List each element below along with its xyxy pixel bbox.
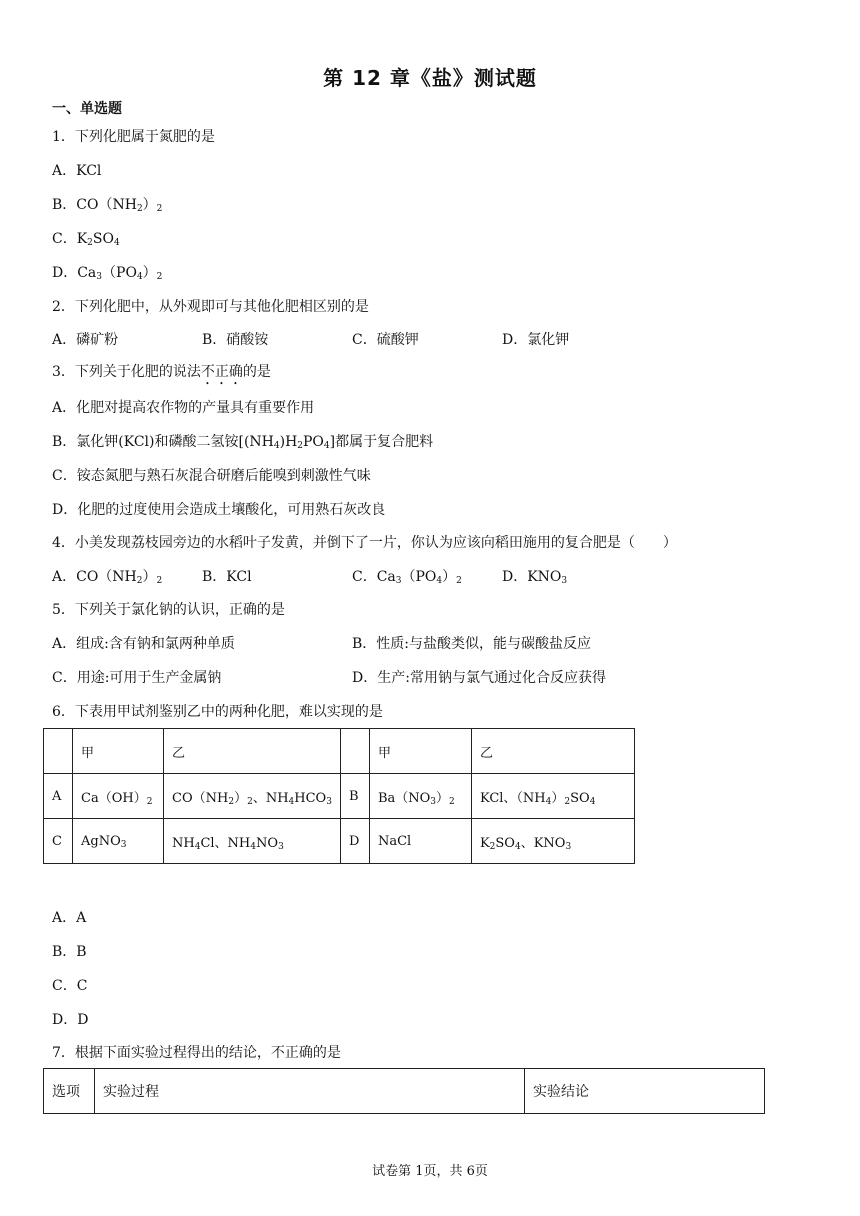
question-3-stem: 3．下列关于化肥的说法不正确的是 (52, 364, 271, 380)
table-cell: C (44, 819, 73, 864)
question-2-option-d: D．氯化钾 (502, 332, 570, 348)
table-row (44, 819, 635, 864)
question-4-stem: 4．小美发现荔枝园旁边的水稻叶子发黄，并倒下了一片，你认为应该向稻田施用的复合肥是（ ） (52, 535, 677, 551)
table-row (44, 1069, 765, 1114)
table-row (44, 774, 635, 819)
table-cell: 实验过程 (95, 1069, 525, 1114)
page-title: 第 12 章《盐》测试题 (323, 66, 537, 90)
question-1-option-a: A．KCl (52, 163, 102, 179)
table-cell: D (340, 819, 369, 864)
question-6-option-d: D．D (52, 1012, 89, 1028)
table-cell (340, 729, 369, 774)
question-4-option-a: A．$CO(NH_2)_2$ (52, 569, 163, 586)
question-5-option-c: C．用途:可用于生产金属钠 (52, 670, 222, 686)
table-cell: $Ba(NO_3)_2$ (369, 774, 471, 819)
question-7-stem: 7．根据下面实验过程得出的结论，不正确的是 (52, 1045, 341, 1061)
table-cell: B (340, 774, 369, 819)
question-6-option-c: C．C (52, 978, 88, 994)
question-3-option-c: C．铵态氮肥与熟石灰混合研磨后能嗅到刺激性气味 (52, 468, 371, 484)
question-6-stem: 6．下表用甲试剂鉴别乙中的两种化肥，难以实现的是 (52, 704, 383, 720)
question-3-option-d: D．化肥的过度使用会造成土壤酸化，可用熟石灰改良 (52, 502, 386, 518)
question-4-option-c: C．$Ca_3(PO_4)_2$ (352, 569, 462, 586)
question-2-option-b: B．硝酸铵 (202, 332, 269, 348)
table-cell: A (44, 774, 73, 819)
table-cell: KCl、$(NH_4)_2SO_4$ (471, 774, 634, 819)
question-1-stem: 1．下列化肥属于氮肥的是 (52, 129, 215, 145)
table-cell: $NH_4Cl$、$NH_4NO_3$ (164, 819, 341, 864)
question-5-option-b: B．性质:与盐酸类似，能与碳酸盐反应 (352, 636, 592, 652)
table-cell: NaCl (369, 819, 471, 864)
table-cell: 乙 (471, 729, 634, 774)
question-1-option-d: D．$Ca_3(PO_4)_2$ (52, 265, 163, 282)
question-2-option-c: C．硫酸钾 (352, 332, 419, 348)
emphasis-not-correct: 不正确 (200, 364, 243, 380)
table-cell: $Ca(OH)_2$ (73, 774, 164, 819)
page-footer: 试卷第 1页，共 6页 (372, 1164, 488, 1179)
question-4-option-d: D．$KNO_3$ (502, 569, 568, 586)
question-3-option-a: A．化肥对提高农作物的产量具有重要作用 (52, 400, 315, 416)
question-6-table (43, 728, 635, 864)
table-cell: 选项 (44, 1069, 95, 1114)
table-cell: 甲 (369, 729, 471, 774)
question-1-option-b: B．$CO(NH_2)_2$ (52, 197, 163, 214)
question-5-stem: 5．下列关于氯化钠的认识，正确的是 (52, 602, 285, 618)
table-row (44, 729, 635, 774)
section-heading: 一、单选题 (52, 101, 122, 117)
table-cell: $K_2SO_4$、$KNO_3$ (471, 819, 634, 864)
question-6-option-a: A．A (52, 910, 87, 926)
question-7-table (43, 1068, 765, 1114)
table-cell: 实验结论 (525, 1069, 765, 1114)
question-1-option-c: C．$K_2SO_4$ (52, 231, 120, 248)
table-cell: $CO(NH_2)_2$、$NH_4HCO_3$ (164, 774, 341, 819)
question-5-option-d: D．生产:常用钠与氯气通过化合反应获得 (352, 670, 606, 686)
question-6-option-b: B．B (52, 944, 87, 960)
question-5-option-a: A．组成:含有钠和氯两种单质 (52, 636, 235, 652)
table-cell: 乙 (164, 729, 341, 774)
table-cell: AgNO$_3$ (73, 819, 164, 864)
table-cell: 甲 (73, 729, 164, 774)
question-4-option-b: B．KCl (202, 569, 252, 585)
question-2-stem: 2．下列化肥中，从外观即可与其他化肥相区别的是 (52, 299, 369, 315)
question-3-option-b: B．氯化钾(KCl)和磷酸二氢铵$[(NH_4)H_2PO_4]$都属于复合肥料 (52, 434, 434, 451)
table-cell (44, 729, 73, 774)
question-2-option-a: A．磷矿粉 (52, 332, 119, 348)
